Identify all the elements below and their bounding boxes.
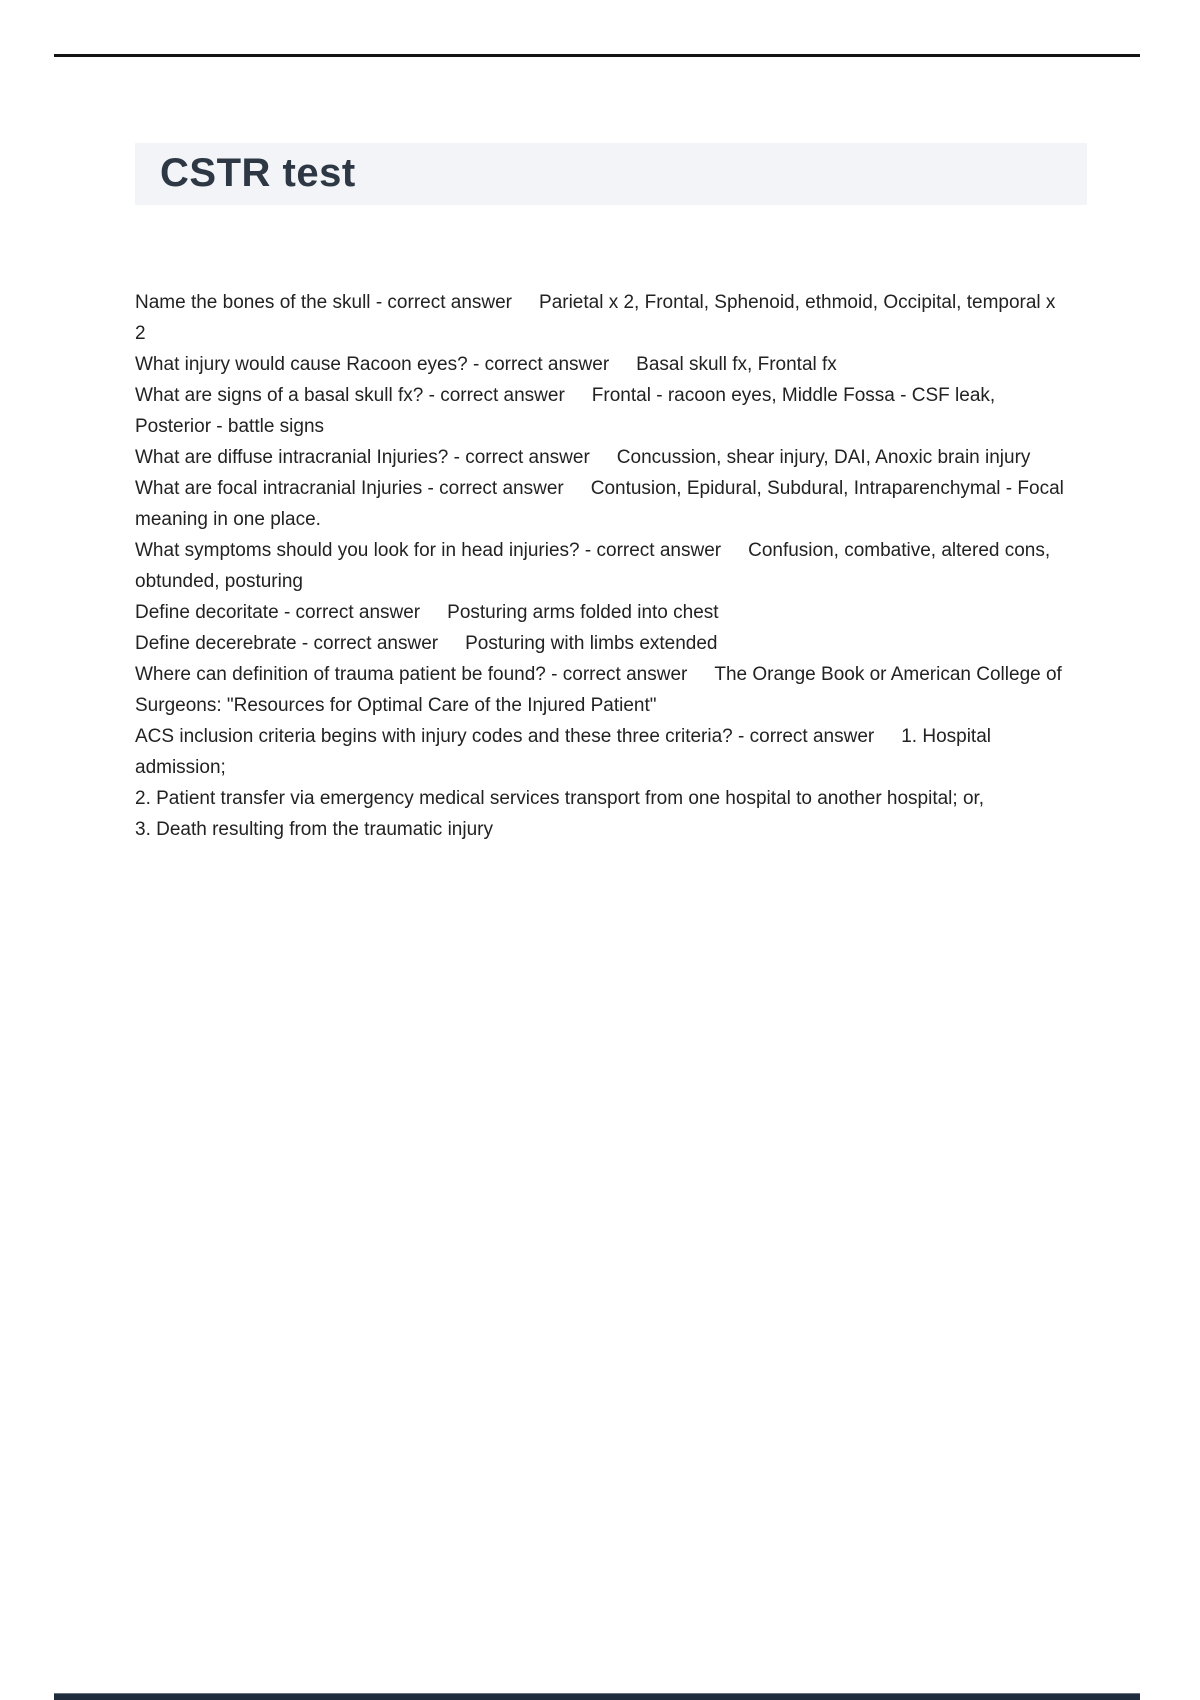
header-rule: [54, 54, 1140, 57]
answer-separator: - correct answer: [551, 664, 688, 685]
answer-gap: [565, 400, 592, 401]
answer-separator: - correct answer: [375, 292, 513, 313]
question-text: What injury would cause Racoon eyes?: [135, 354, 468, 375]
question-text: Define decoritate: [135, 602, 279, 623]
qa-item: [135, 535, 1070, 597]
answer-separator: - correct answer: [283, 602, 421, 623]
answer-gap: [609, 369, 636, 370]
answer-text: Confusion, combative, altered cons, obtunded, posturing: [135, 540, 1051, 592]
answer-text: Basal skull fx, Frontal fx: [636, 354, 837, 375]
qa-item: [135, 597, 1070, 628]
answer-text: Posturing arms folded into chest: [447, 602, 719, 623]
question-text: What are diffuse intracranial Injuries?: [135, 447, 449, 468]
qa-item: [135, 442, 1070, 473]
qa-item: [135, 287, 1070, 349]
qa-item: [135, 473, 1070, 535]
qa-item: [135, 659, 1070, 721]
question-text: Define decerebrate: [135, 633, 297, 654]
document-title: CSTR test: [160, 151, 356, 195]
question-text: What symptoms should you look for in head injuries?: [135, 540, 580, 561]
question-text: Name the bones of the skull: [135, 292, 371, 313]
qa-item: [135, 349, 1070, 380]
qa-item: [135, 628, 1070, 659]
question-text: What are signs of a basal skull fx?: [135, 385, 424, 406]
answer-gap: [874, 741, 901, 742]
answer-text: 1. Hospital admission;: [135, 726, 992, 778]
answer-separator: - correct answer: [738, 726, 875, 747]
answer-gap: [438, 648, 465, 649]
answer-text: Posturing with limbs extended: [465, 633, 718, 654]
answer-gap: [420, 617, 447, 618]
answer-text: The Orange Book or American College of Surgeons: "Resources for Optimal Care of the Injured Patient": [135, 664, 1062, 716]
answer-text: Parietal x 2, Frontal, Sphenoid, ethmoid, Occipital, temporal x 2: [135, 292, 1056, 344]
answer-separator: - correct answer: [472, 354, 610, 375]
answer-separator: - correct answer: [428, 385, 565, 406]
answer-text: Frontal - racoon eyes, Middle Fossa - CSF leak, Posterior - battle signs: [135, 385, 996, 437]
answer-gap: [590, 462, 617, 463]
answer-gap: [687, 679, 714, 680]
answer-separator: - correct answer: [301, 633, 439, 654]
qa-item: [135, 380, 1070, 442]
answer-gap: [512, 307, 539, 308]
list-paragraph: 3. Death resulting from the traumatic injury: [135, 819, 493, 840]
answer-separator: - correct answer: [584, 540, 722, 561]
answer-separator: - correct answer: [453, 447, 590, 468]
answer-gap: [564, 493, 591, 494]
list-paragraph: 2. Patient transfer via emergency medical services transport from one hospital to another hospital; or,: [135, 788, 985, 809]
document-body: [135, 287, 1070, 845]
answer-gap: [721, 555, 748, 556]
question-text: Where can definition of trauma patient be found?: [135, 664, 546, 685]
footer-bar: [54, 1693, 1140, 1700]
question-text: What are focal intracranial Injuries: [135, 478, 423, 499]
answer-separator: - correct answer: [427, 478, 564, 499]
answer-text: Contusion, Epidural, Subdural, Intraparenchymal - Focal meaning in one place.: [135, 478, 1064, 530]
qa-item: [135, 721, 1070, 783]
answer-text: Concussion, shear injury, DAI, Anoxic brain injury: [616, 447, 1031, 468]
title-block: [135, 143, 1087, 205]
question-text: ACS inclusion criteria begins with injury codes and these three criteria?: [135, 726, 733, 747]
